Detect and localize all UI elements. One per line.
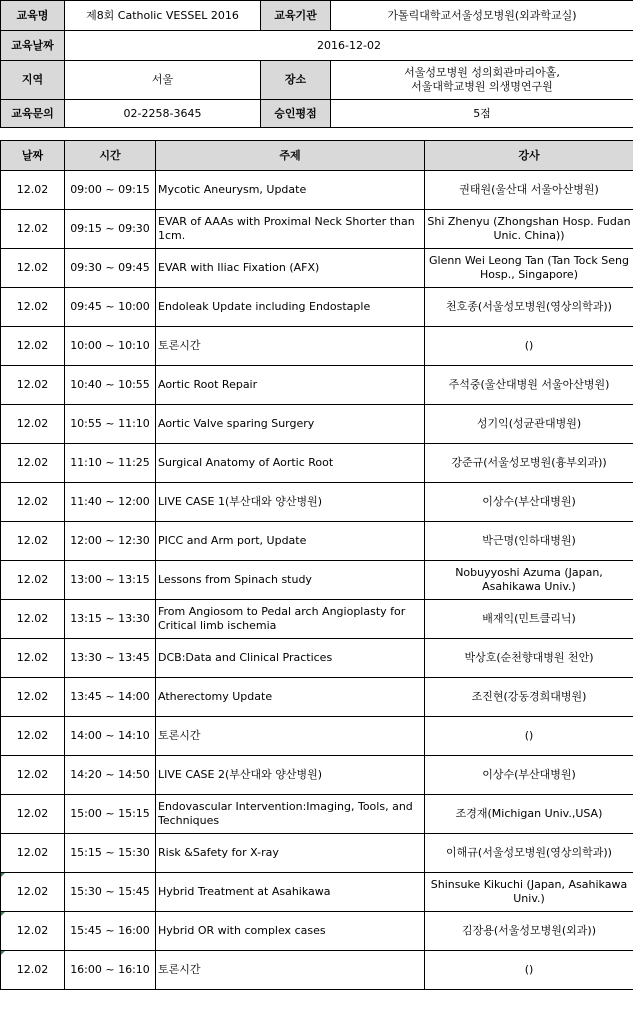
row-date: 12.02 (1, 717, 65, 756)
info-row-date (1, 31, 633, 61)
table-row (1, 327, 633, 366)
table-row (1, 678, 633, 717)
table-row (1, 405, 633, 444)
table-row (1, 249, 633, 288)
row-date: 12.02 (1, 561, 65, 600)
table-row (1, 834, 633, 873)
row-topic: Endoleak Update including Endostaple (156, 288, 425, 327)
row-date: 12.02 (1, 444, 65, 483)
row-topic: Risk &Safety for X-ray (156, 834, 425, 873)
row-time: 10:40 ~ 10:55 (65, 366, 156, 405)
row-date: 12.02 (1, 639, 65, 678)
table-row (1, 561, 633, 600)
table-row (1, 444, 633, 483)
table-row (1, 600, 633, 639)
course-name-value: 제8회 Catholic VESSEL 2016 (65, 1, 261, 31)
topic-header: 주제 (156, 141, 425, 171)
venue-label: 장소 (261, 61, 331, 100)
info-row-course (1, 1, 633, 31)
table-row (1, 912, 633, 951)
row-speaker: 이상수(부산대병원) (425, 483, 633, 522)
row-topic: LIVE CASE 1(부산대와 양산병원) (156, 483, 425, 522)
row-speaker: Shi Zhenyu (Zhongshan Hosp. Fudan Unic. China)) (425, 210, 633, 249)
table-row (1, 522, 633, 561)
row-time: 15:45 ~ 16:00 (65, 912, 156, 951)
row-speaker: 주석중(울산대병원 서울아산병원) (425, 366, 633, 405)
region-label: 지역 (1, 61, 65, 100)
row-time: 09:00 ~ 09:15 (65, 171, 156, 210)
row-topic: Hybrid OR with complex cases (156, 912, 425, 951)
row-time: 15:00 ~ 15:15 (65, 795, 156, 834)
date-header: 날짜 (1, 141, 65, 171)
table-row (1, 171, 633, 210)
row-date: 12.02 (1, 171, 65, 210)
table-row (1, 756, 633, 795)
course-info-table (0, 0, 633, 128)
row-topic: LIVE CASE 2(부산대와 양산병원) (156, 756, 425, 795)
row-topic: DCB:Data and Clinical Practices (156, 639, 425, 678)
row-date: 12.02 (1, 249, 65, 288)
row-topic: Aortic Valve sparing Surgery (156, 405, 425, 444)
table-row (1, 795, 633, 834)
row-topic: 토론시간 (156, 951, 425, 990)
venue-line-2: 서울대학교병원 의생명연구원 (411, 80, 553, 93)
row-topic: 토론시간 (156, 327, 425, 366)
schedule-table (0, 140, 633, 990)
table-row (1, 288, 633, 327)
row-speaker: 천호종(서울성모병원(영상의학과)) (425, 288, 633, 327)
row-date: 12.02 (1, 483, 65, 522)
row-date: 12.02 (1, 600, 65, 639)
row-speaker: Nobuyyoshi Azuma (Japan, Asahikawa Univ.) (425, 561, 633, 600)
row-speaker: 배재익(민트클리닉) (425, 600, 633, 639)
table-row (1, 639, 633, 678)
table-row (1, 366, 633, 405)
row-date: 12.02 (1, 873, 65, 912)
venue-line-1: 서울성모병원 성의회관마리아홀, (404, 66, 560, 79)
row-time: 16:00 ~ 16:10 (65, 951, 156, 990)
row-time: 09:45 ~ 10:00 (65, 288, 156, 327)
table-row (1, 210, 633, 249)
schedule-header-row (1, 141, 633, 171)
row-speaker: 조진현(강동경희대병원) (425, 678, 633, 717)
row-topic: Mycotic Aneurysm, Update (156, 171, 425, 210)
row-date: 12.02 (1, 522, 65, 561)
row-date: 12.02 (1, 756, 65, 795)
row-topic: EVAR of AAAs with Proximal Neck Shorter than 1cm. (156, 210, 425, 249)
time-header: 시간 (65, 141, 156, 171)
row-time: 15:15 ~ 15:30 (65, 834, 156, 873)
row-date: 12.02 (1, 795, 65, 834)
institution-label: 교육기관 (261, 1, 331, 31)
contact-label: 교육문의 (1, 100, 65, 128)
row-time: 12:00 ~ 12:30 (65, 522, 156, 561)
table-row (1, 483, 633, 522)
row-date: 12.02 (1, 210, 65, 249)
row-time: 13:45 ~ 14:00 (65, 678, 156, 717)
row-topic: Lessons from Spinach study (156, 561, 425, 600)
row-topic: 토론시간 (156, 717, 425, 756)
region-value: 서울 (65, 61, 261, 100)
row-speaker: Shinsuke Kikuchi (Japan, Asahikawa Univ.) (425, 873, 633, 912)
info-row-location (1, 61, 633, 100)
venue-value (331, 61, 633, 100)
row-date: 12.02 (1, 951, 65, 990)
row-time: 09:30 ~ 09:45 (65, 249, 156, 288)
row-speaker: 김장용(서울성모병원(외과)) (425, 912, 633, 951)
row-time: 11:10 ~ 11:25 (65, 444, 156, 483)
row-topic: Endovascular Intervention:Imaging, Tools, and Techniques (156, 795, 425, 834)
row-speaker: 권태원(울산대 서울아산병원) (425, 171, 633, 210)
row-speaker: 이상수(부산대병원) (425, 756, 633, 795)
course-date-value: 2016-12-02 (65, 31, 633, 61)
row-speaker: 성기익(성균관대병원) (425, 405, 633, 444)
row-topic: Surgical Anatomy of Aortic Root (156, 444, 425, 483)
row-date: 12.02 (1, 327, 65, 366)
row-topic: From Angiosom to Pedal arch Angioplasty for Critical limb ischemia (156, 600, 425, 639)
row-date: 12.02 (1, 366, 65, 405)
credits-label: 승인평점 (261, 100, 331, 128)
row-time: 10:55 ~ 11:10 (65, 405, 156, 444)
row-time: 14:00 ~ 14:10 (65, 717, 156, 756)
speaker-header: 강사 (425, 141, 633, 171)
row-topic: Hybrid Treatment at Asahikawa (156, 873, 425, 912)
row-date: 12.02 (1, 912, 65, 951)
course-date-label: 교육날짜 (1, 31, 65, 61)
row-topic: Aortic Root Repair (156, 366, 425, 405)
row-time: 10:00 ~ 10:10 (65, 327, 156, 366)
row-speaker: () (425, 327, 633, 366)
row-time: 13:00 ~ 13:15 (65, 561, 156, 600)
row-date: 12.02 (1, 678, 65, 717)
row-time: 14:20 ~ 14:50 (65, 756, 156, 795)
row-speaker: () (425, 717, 633, 756)
row-speaker: 조경재(Michigan Univ.,USA) (425, 795, 633, 834)
row-date: 12.02 (1, 405, 65, 444)
table-row (1, 951, 633, 990)
contact-value: 02-2258-3645 (65, 100, 261, 128)
row-speaker: 강준규(서울성모병원(흉부외과)) (425, 444, 633, 483)
row-time: 11:40 ~ 12:00 (65, 483, 156, 522)
table-row (1, 873, 633, 912)
row-time: 13:30 ~ 13:45 (65, 639, 156, 678)
credits-value: 5점 (331, 100, 633, 128)
row-speaker: 박상호(순천향대병원 천안) (425, 639, 633, 678)
row-topic: PICC and Arm port, Update (156, 522, 425, 561)
row-speaker: 박근명(인하대병원) (425, 522, 633, 561)
row-speaker: () (425, 951, 633, 990)
row-speaker: Glenn Wei Leong Tan (Tan Tock Seng Hosp., Singapore) (425, 249, 633, 288)
course-name-label: 교육명 (1, 1, 65, 31)
row-time: 15:30 ~ 15:45 (65, 873, 156, 912)
row-date: 12.02 (1, 834, 65, 873)
info-row-contact (1, 100, 633, 128)
row-topic: Atherectomy Update (156, 678, 425, 717)
row-time: 13:15 ~ 13:30 (65, 600, 156, 639)
row-time: 09:15 ~ 09:30 (65, 210, 156, 249)
row-date: 12.02 (1, 288, 65, 327)
table-row (1, 717, 633, 756)
row-topic: EVAR with Iliac Fixation (AFX) (156, 249, 425, 288)
institution-value: 가톨릭대학교서울성모병원(외과학교실) (331, 1, 633, 31)
row-speaker: 이해규(서울성모병원(영상의학과)) (425, 834, 633, 873)
